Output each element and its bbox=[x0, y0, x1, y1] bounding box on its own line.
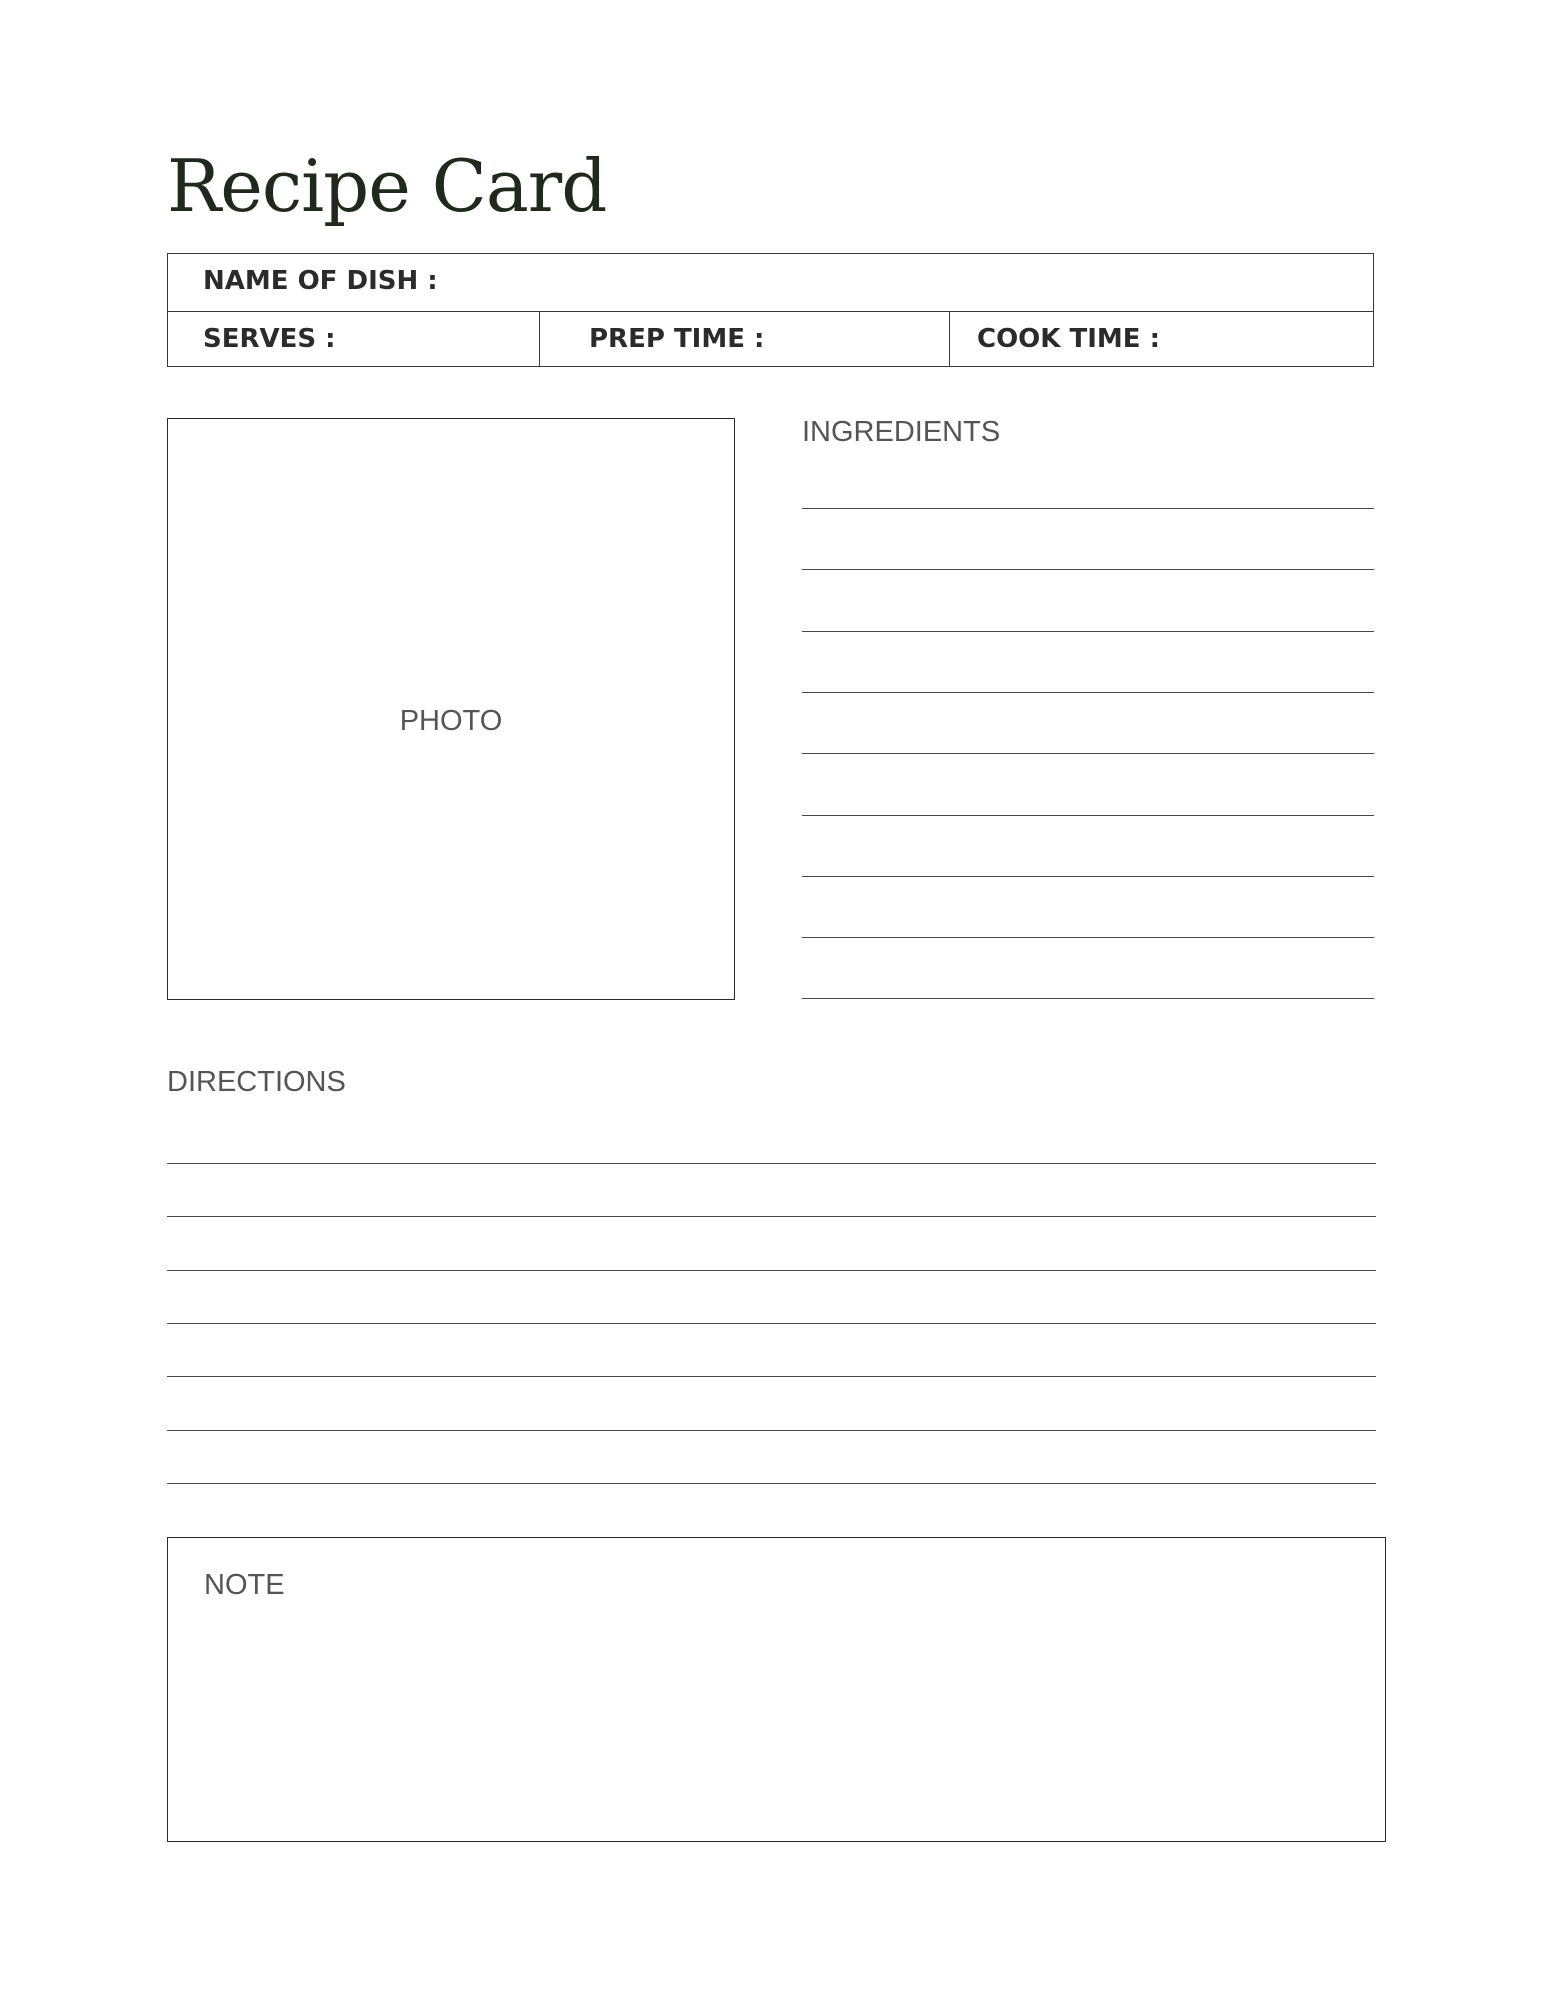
photo-placeholder[interactable] bbox=[167, 418, 735, 1000]
ingredient-line[interactable] bbox=[802, 815, 1374, 816]
note-label: NOTE bbox=[204, 1569, 285, 1601]
ingredients-heading: INGREDIENTS bbox=[802, 416, 1001, 448]
name-of-dish-label: NAME OF DISH : bbox=[203, 266, 438, 296]
ingredient-line[interactable] bbox=[802, 631, 1374, 632]
direction-line[interactable] bbox=[167, 1163, 1376, 1164]
direction-line[interactable] bbox=[167, 1216, 1376, 1217]
note-box[interactable] bbox=[167, 1537, 1386, 1842]
ingredient-line[interactable] bbox=[802, 508, 1374, 509]
recipe-info-table bbox=[167, 253, 1374, 367]
prep-time-label: PREP TIME : bbox=[589, 324, 765, 354]
ingredient-line[interactable] bbox=[802, 876, 1374, 877]
serves-label: SERVES : bbox=[203, 324, 336, 354]
ingredient-line[interactable] bbox=[802, 998, 1374, 999]
ingredient-line[interactable] bbox=[802, 937, 1374, 938]
direction-line[interactable] bbox=[167, 1270, 1376, 1271]
photo-label: PHOTO bbox=[399, 705, 503, 737]
ingredient-line[interactable] bbox=[802, 753, 1374, 754]
direction-line[interactable] bbox=[167, 1376, 1376, 1377]
ingredient-line[interactable] bbox=[802, 692, 1374, 693]
direction-line[interactable] bbox=[167, 1323, 1376, 1324]
page-title: Recipe Card bbox=[167, 144, 607, 228]
ingredient-line[interactable] bbox=[802, 569, 1374, 570]
direction-line[interactable] bbox=[167, 1430, 1376, 1431]
directions-heading: DIRECTIONS bbox=[167, 1066, 346, 1098]
direction-line[interactable] bbox=[167, 1483, 1376, 1484]
name-of-dish-row[interactable] bbox=[168, 254, 1373, 312]
info-divider bbox=[949, 312, 950, 366]
info-divider bbox=[539, 312, 540, 366]
cook-time-label: COOK TIME : bbox=[977, 324, 1160, 354]
